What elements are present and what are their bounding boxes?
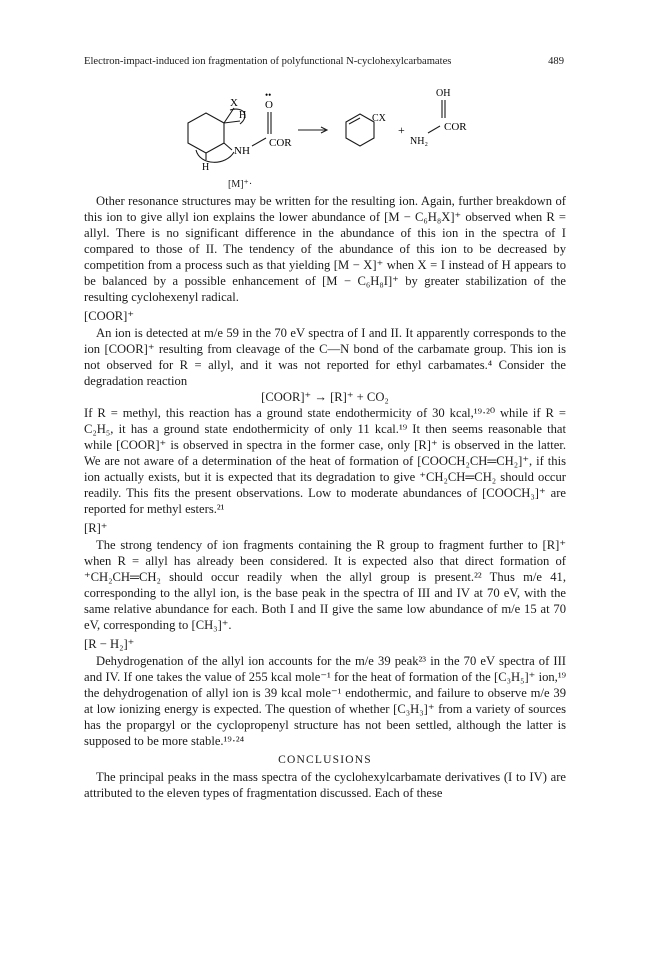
atom-h-top: H	[239, 110, 247, 121]
plus-sign: +	[398, 123, 405, 137]
cyclohexane-ring	[188, 113, 224, 153]
paragraph-coor-detection: An ion is detected at m/e 59 in the 70 eV spectra of I and II. It apparently corresponds to the ion [COOR]⁺ resulting from cleavage of the C—N bond of the carbamate group. This ion is not observed for R = allyl, and it was not reported for ethyl carbamates.⁴ Consider the degradation reaction	[84, 326, 566, 388]
group-nh: NH	[234, 145, 250, 157]
atom-x: X	[230, 97, 238, 109]
paragraph-resonance: Other resonance structures may be written for the resulting ion. Again, further breakdown of this ion to give allyl ion explains the lower abundance of [M − C₆H₈X]⁺ observed when R = allyl. There is no significant difference in the abundance of this ion in the spectra of I compared to those of II. The tendency of the abundance of this ion to be decreased by competition from a process such as that yielding [M − X]⁺ when X = I instead of H appears to be balanced by a possible enhancement of [M − C₆H₈I]⁺ by greater stabilization of the resulting cyclohexenyl radical.	[84, 194, 566, 304]
atom-h-bottom: H	[202, 162, 210, 173]
scheme-svg	[170, 88, 510, 188]
heading-r-minus-h2: [R − H₂]⁺	[84, 637, 135, 651]
running-title: Electron-impact-induced ion fragmentation of polyfunctional N-cyclohexylcarbamates	[84, 56, 452, 67]
paragraph-dehydrogenation: Dehydrogenation of the allyl ion accounts for the m/e 39 peak²³ in the 70 eV spectra of III and IV. If one takes the value of 255 kcal mole⁻¹ for the heat of formation of the [C₃H₅]⁺ ion,¹⁹ the dehydrogenation of allyl ion is 39 kcal mole⁻¹ endothermic, and failure to observe m/e 39 at low ionizing energy is expected. The question of whether [C₃H₃]⁺ from a variety of sources has the propargyl or the cyclopropenyl structure has not been settled, although the latter is supposed to be more stable.¹⁹·²⁴	[84, 654, 566, 748]
group-cx: CX	[372, 113, 386, 124]
group-oh: OH	[436, 88, 451, 99]
radical-dots: ••	[265, 90, 272, 100]
molecular-ion-label: [M]⁺·	[228, 179, 253, 190]
running-header	[84, 56, 564, 67]
cyclohexene-ring	[346, 114, 374, 146]
paragraph-conclusions: The principal peaks in the mass spectra of the cyclohexylcarbamate derivatives (I to IV) are attributed to the eleven types of fragmentation discussed. Each of these	[84, 770, 566, 800]
degradation-equation: [COOR]⁺ → [R]⁺ + CO₂	[261, 390, 389, 404]
heading-r: [R]⁺	[84, 521, 108, 535]
group-cor-left: COR	[269, 137, 292, 149]
fragmentation-scheme	[170, 88, 510, 188]
paragraph-endothermicity: If R = methyl, this reaction has a ground state endothermicity of 30 kcal,¹⁹·²⁰ while if R = C₂H₅, it has a ground state endothermicity of only 11 kcal.¹⁹ It then seems reasonable that while [COOR]⁺ is observed in spectra in the former case, only [R]⁺ is observed in the latter. We are not aware of a determination of the heat of formation of [COOCH₂CH═CH₂]⁺, if this ion actually exists, but it is expected that its degradation to give ⁺CH₂CH═CH₂ should occur readily. This fits the present observations. Low to moderate abundances of [COOCH₃]⁺ are reported for methyl esters.²¹	[84, 406, 566, 516]
group-cor-right: COR	[444, 121, 467, 133]
page-number: 489	[548, 56, 564, 67]
atom-o-left: O	[265, 99, 273, 111]
curved-arrow-2	[196, 150, 234, 162]
heading-coor: [COOR]⁺	[84, 309, 135, 323]
article-body	[84, 193, 566, 801]
heading-conclusions: CONCLUSIONS	[278, 754, 372, 766]
paragraph-r-fragments: The strong tendency of ion fragments containing the R group to fragment further to [R]⁺ when R = allyl has already been considered. It is expected also that direct formation of ⁺CH₂CH═CH₂ should occur readily when the allyl group is present.²² Thus m/e 41, corresponding to the allyl ion, is the base peak in the spectra of III and IV at 70 eV, with the same relative abundance for each. Both I and II give the same low abundance of m/e 15 at 70 eV, corresponding to [CH₃]⁺.	[84, 538, 566, 632]
group-nh2: NH₂	[410, 136, 428, 147]
